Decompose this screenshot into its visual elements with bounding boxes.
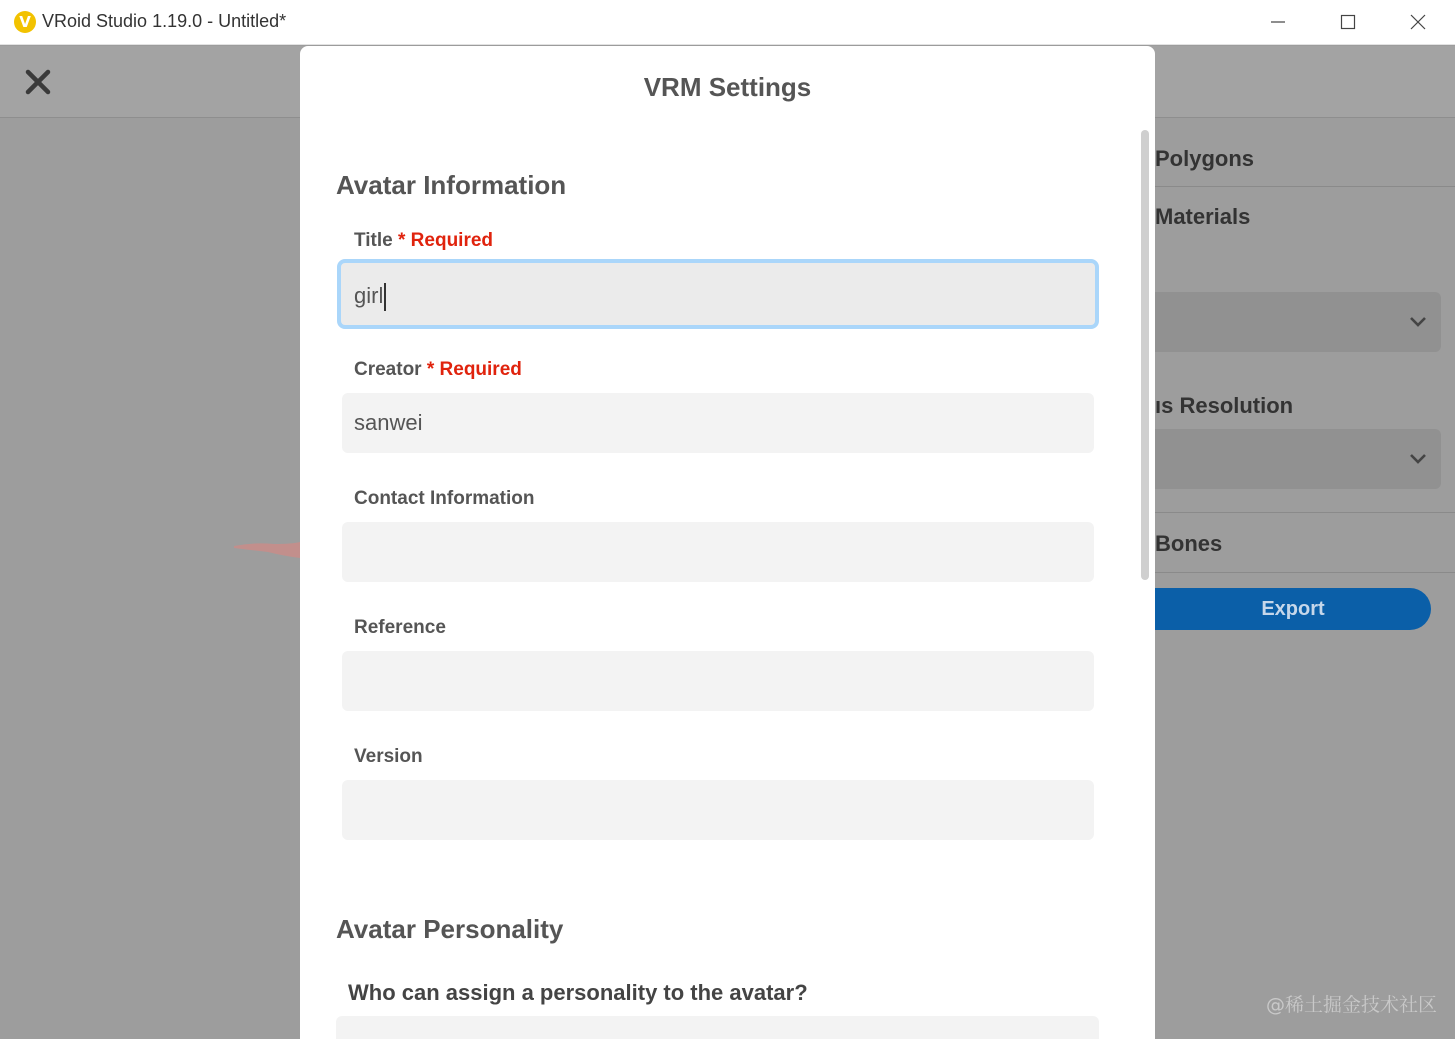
export-button[interactable]: Export [1155, 588, 1431, 630]
text-caret [384, 283, 386, 311]
close-icon [1410, 14, 1426, 30]
resolution-dropdown[interactable] [1155, 429, 1441, 489]
chevron-down-icon [1407, 310, 1429, 332]
title-input[interactable] [337, 259, 1099, 329]
model-viewport[interactable] [0, 118, 300, 1039]
personality-permission-select[interactable] [336, 1016, 1099, 1039]
title-label [354, 230, 493, 252]
vroid-app-icon: V [14, 11, 36, 33]
minimize-button[interactable] [1243, 0, 1313, 44]
texture-resolution-heading: ıs Resolution [1155, 393, 1294, 418]
hair-brush-stroke [234, 538, 300, 558]
divider [1155, 572, 1455, 573]
personality-permission-question: Who can assign a personality to the avatar? [348, 980, 808, 1005]
dialog-scrollbar[interactable] [1141, 130, 1149, 580]
materials-dropdown[interactable] [1155, 292, 1441, 352]
chevron-down-icon [1407, 447, 1429, 469]
contact-information-label: Contact Information [354, 488, 535, 509]
title-input-value: girl [354, 283, 384, 308]
avatar-personality-heading: Avatar Personality [336, 914, 564, 944]
maximize-icon [1340, 14, 1356, 30]
creator-label-text: Creator [354, 359, 422, 380]
materials-heading[interactable]: Materials [1155, 204, 1251, 229]
close-export-button[interactable] [22, 66, 54, 98]
bones-heading[interactable]: Bones [1155, 531, 1223, 556]
version-label: Version [354, 746, 423, 767]
watermark: @稀土掘金技术社区 [1266, 994, 1438, 1016]
window-titlebar [0, 0, 1455, 45]
close-icon [22, 66, 54, 98]
export-settings-panel [1155, 118, 1455, 1039]
reference-label: Reference [354, 617, 446, 638]
window-title: VRoid Studio 1.19.0 - Untitled* [42, 11, 287, 31]
dialog-title: VRM Settings [643, 72, 812, 102]
creator-input[interactable]: sanwei [342, 393, 1094, 453]
version-input[interactable] [342, 780, 1094, 840]
window-close-button[interactable] [1383, 0, 1453, 44]
divider [1155, 512, 1455, 513]
divider [1155, 186, 1455, 187]
required-marker: * Required [398, 230, 494, 251]
contact-information-input[interactable] [342, 522, 1094, 582]
polygons-heading[interactable]: Polygons [1155, 146, 1255, 171]
maximize-button[interactable] [1313, 0, 1383, 44]
minimize-icon [1270, 14, 1286, 30]
avatar-information-heading: Avatar Information [336, 170, 567, 200]
reference-input[interactable] [342, 651, 1094, 711]
vrm-settings-dialog [300, 46, 1155, 1039]
title-label-text: Title [354, 230, 393, 251]
creator-label [354, 359, 522, 381]
required-marker: * Required [426, 359, 522, 380]
